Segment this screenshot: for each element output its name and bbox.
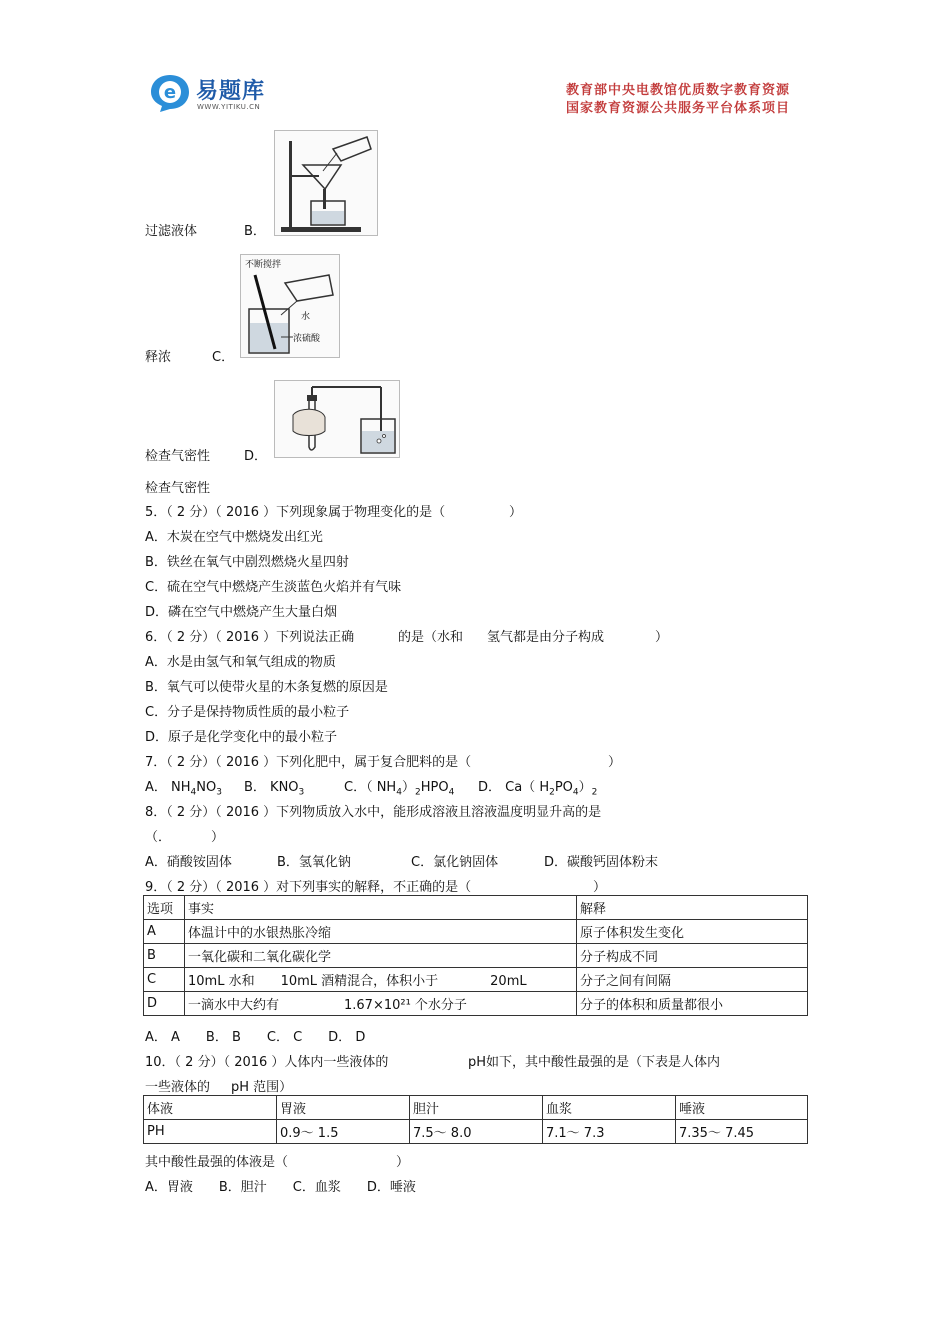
table-cell: 一氧化碳和二氧化碳化学 [185,944,577,968]
table-header-cell: 唾液 [676,1096,808,1120]
filtration-diagram [274,130,378,236]
question-9-answers: A． A B． B C． C D． D [145,1030,366,1045]
question-7: 7．（ 2 分）（ 2016 ）下列化肥中，属于复合肥料的是（ [145,755,472,770]
question-5-end: ） [509,505,523,520]
question-6-part-2: 的是（水和 [398,630,464,645]
table-cell: 体温计中的水银热胀冷缩 [185,920,577,944]
table-header-cell: 体液 [144,1096,277,1120]
question-10-part-3: 一些液体的 [145,1080,211,1095]
figure-c-prefix: 释浓 [145,350,172,365]
question-10-part-4: pH 范围） [231,1080,293,1095]
svg-text:浓硫酸: 浓硫酸 [293,334,321,344]
question-10-part-1: 10．（ 2 分）（ 2016 ）人体内一些液体的 [145,1055,389,1070]
question-8-line-2: （． [145,830,172,845]
question-5: 5．（ 2 分）（ 2016 ）下列现象属于物理变化的是（ [145,505,446,520]
option-5a: A．木炭在空气中燃烧发出红光 [145,530,323,545]
question-6-end: ） [655,630,669,645]
logo-icon [148,72,192,114]
table-cell: 7.5～ 8.0 [410,1120,543,1144]
table-header-row [144,896,808,920]
table-cell: 7.35～ 7.45 [676,1120,808,1144]
airtightness-diagram [274,380,400,458]
question-9-end: ） [593,880,607,895]
question-6-part-3: 氢气都是由分子构成 [487,630,605,645]
question-8-end: ） [211,830,225,845]
option-6b: B．氧气可以使带火星的木条复燃的原因是 [145,680,388,695]
question-10-end: ） [396,1155,410,1170]
table-cell: A [144,920,185,944]
option-7b: B． $KNO_3$ [244,780,305,798]
figure-b-prefix: 过滤液体 [145,224,198,239]
logo-url: WWW.YITIKU.CN [197,103,261,111]
table-header-row [144,1096,808,1120]
option-7c: C．（ $NH_4)_2HPO_4$ [344,780,455,798]
table-header-cell: 解释 [577,896,808,920]
table-cell: D [144,992,185,1016]
table-cell: 分子的体积和质量都很小 [577,992,808,1016]
option-5c: C．硫在空气中燃烧产生淡蓝色火焰并有气味 [145,580,402,595]
table-cell: 0.9～ 1.5 [277,1120,410,1144]
option-6d: D．原子是化学变化中的最小粒子 [145,730,338,745]
question-7-end: ） [608,755,622,770]
table-cell: PH [144,1120,277,1144]
slogan-line-2: 国家教育资源公共服务平台体系项目 [566,101,791,116]
slogan-line-1: 教育部中央电教馆优质数字教育资源 [566,83,791,98]
table-cell: 分子构成不同 [577,944,808,968]
table-cell: B [144,944,185,968]
question-10-prompt: 其中酸性最强的体液是（ [145,1155,289,1170]
table-row [144,944,808,968]
option-7a: A． $NH_4NO_3$ [145,780,222,798]
table-cell: 原子体积发生变化 [577,920,808,944]
figure-b-letter: B． [244,224,266,239]
figure-d-letter: D． [244,449,268,464]
option-8d: D．碳酸钙固体粉末 [544,855,659,870]
figure-c-letter: C． [212,350,235,365]
table-cell: 7.1～ 7.3 [543,1120,676,1144]
text-line: 检查气密性 [145,481,211,496]
table-row [144,920,808,944]
table-row [144,992,808,1016]
option-6a: A．水是由氢气和氧气组成的物质 [145,655,336,670]
table-header-cell: 胆汁 [410,1096,543,1120]
table-header-cell: 事实 [185,896,577,920]
svg-text:e: e [163,82,177,103]
question-6-part-1: 6．（ 2 分）（ 2016 ）下列说法正确 [145,630,355,645]
figure-d-prefix: 检查气密性 [145,449,211,464]
table-cell: 一滴水中大约有 1.67×10²¹ 个水分子 [185,992,577,1016]
option-8a: A．硝酸铵固体 [145,855,232,870]
svg-text:水: 水 [301,312,311,322]
table-header-cell: 胃液 [277,1096,410,1120]
ph-table [143,1095,808,1144]
option-5b: B．铁丝在氧气中剧烈燃烧火星四射 [145,555,349,570]
table-cell: C [144,968,185,992]
question-10-answers: A．胃液 B．胆汁 C．血浆 D．唾液 [145,1180,416,1195]
option-7d: D． Ca（ $H_2PO_4)_2$ [478,780,598,798]
option-5d: D．磷在空气中燃烧产生大量白烟 [145,605,338,620]
question-9: 9．（ 2 分）（ 2016 ）对下列事实的解释，不正确的是（ [145,880,472,895]
table-cell: 分子之间有间隔 [577,968,808,992]
option-6c: C．分子是保持物质性质的最小粒子 [145,705,350,720]
explanation-table [143,895,808,1016]
question-8: 8．（ 2 分）（ 2016 ）下列物质放入水中，能形成溶液且溶液温度明显升高的是 [145,805,602,820]
table-row [144,1120,808,1144]
question-10-part-2: pH如下，其中酸性最强的是（下表是人体内 [468,1055,721,1070]
logo-name: 易题库 [196,79,266,104]
dilution-diagram [240,254,340,358]
table-header-cell: 选项 [144,896,185,920]
option-8b: B．氢氧化钠 [277,855,351,870]
table-row [144,968,808,992]
svg-text:不断搅拌: 不断搅拌 [245,260,282,270]
option-8c: C．氯化钠固体 [411,855,499,870]
table-header-cell: 血浆 [543,1096,676,1120]
table-cell: 10mL 水和 10mL 酒精混合，体积小于 20mL [185,968,577,992]
